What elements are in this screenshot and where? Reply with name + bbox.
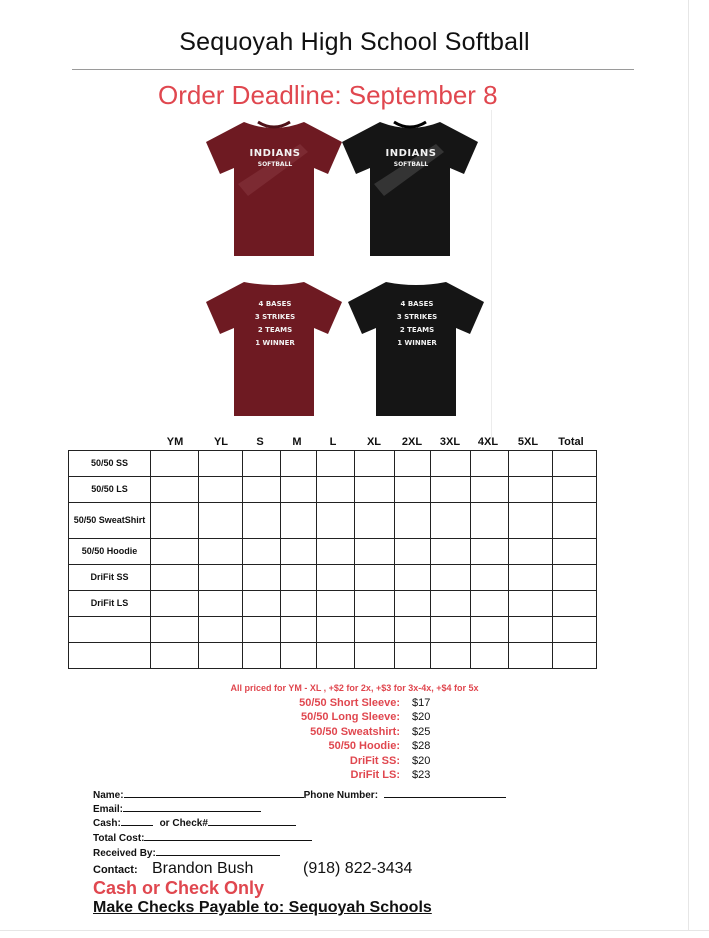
quantity-cell[interactable]	[199, 503, 243, 539]
page-edge-line	[688, 0, 689, 930]
price-label: DriFit LS:	[350, 768, 400, 781]
price-value: $23	[412, 768, 431, 781]
quantity-cell[interactable]	[355, 617, 395, 643]
price-value: $20	[412, 754, 431, 767]
name-field[interactable]	[124, 788, 304, 798]
quantity-cell[interactable]	[199, 643, 243, 669]
back-line: 3 STRIKES	[254, 313, 296, 321]
black-shirt-back	[342, 276, 490, 422]
front-logo-text: INDIANS	[249, 148, 301, 159]
quantity-cell[interactable]	[151, 451, 199, 477]
quantity-cell[interactable]	[355, 503, 395, 539]
title-divider	[72, 69, 634, 70]
quantity-cell[interactable]	[431, 503, 471, 539]
quantity-cell[interactable]	[317, 503, 355, 539]
quantity-cell[interactable]	[281, 643, 317, 669]
size-header: YL	[213, 436, 229, 448]
front-logo-subtext: SOFTBALL	[393, 161, 429, 168]
quantity-cell[interactable]	[199, 565, 243, 591]
quantity-cell[interactable]	[395, 643, 431, 669]
order-row	[69, 643, 597, 669]
quantity-cell[interactable]	[509, 565, 553, 591]
back-line: 4 BASES	[258, 300, 292, 308]
price-value: $17	[412, 697, 431, 709]
maroon-shirt-back	[200, 276, 348, 422]
total-cost-field[interactable]	[144, 831, 312, 841]
price-list	[270, 697, 470, 783]
quantity-cell[interactable]	[243, 477, 281, 503]
quantity-cell[interactable]	[199, 591, 243, 617]
quantity-cell[interactable]	[355, 643, 395, 669]
quantity-cell[interactable]	[471, 451, 509, 477]
size-header: M	[292, 436, 302, 448]
size-header: YM	[166, 436, 184, 448]
quantity-cell[interactable]	[509, 539, 553, 565]
order-row	[69, 477, 597, 503]
row-label	[69, 643, 151, 669]
order-row	[69, 451, 597, 477]
total-cell[interactable]	[553, 643, 597, 669]
phone-field[interactable]	[384, 788, 506, 798]
quantity-cell[interactable]	[471, 565, 509, 591]
row-label	[69, 617, 151, 643]
price-label: DriFit SS:	[349, 754, 400, 767]
checks-payable-note: Make Checks Payable to: Sequoyah Schools	[93, 899, 432, 916]
total-line	[93, 831, 312, 844]
received-line	[93, 846, 280, 859]
quantity-cell[interactable]	[243, 503, 281, 539]
quantity-cell[interactable]	[355, 591, 395, 617]
back-line: 4 BASES	[400, 300, 434, 308]
quantity-cell[interactable]	[395, 591, 431, 617]
contact-phone: (918) 822-3434	[303, 860, 413, 877]
quantity-cell[interactable]	[199, 477, 243, 503]
quantity-cell[interactable]	[243, 591, 281, 617]
cash-label: Cash:	[93, 818, 121, 829]
quantity-cell[interactable]	[317, 477, 355, 503]
quantity-cell[interactable]	[281, 477, 317, 503]
back-line: 2 TEAMS	[257, 326, 293, 334]
quantity-cell[interactable]	[281, 539, 317, 565]
order-row	[69, 565, 597, 591]
quantity-cell[interactable]	[395, 539, 431, 565]
quantity-cell[interactable]	[151, 477, 199, 503]
price-row	[270, 697, 470, 711]
quantity-cell[interactable]	[281, 451, 317, 477]
size-header: 4XL	[477, 436, 499, 448]
row-label: 50/50 SS	[69, 451, 151, 477]
size-header: L	[329, 436, 337, 448]
total-cell[interactable]	[553, 591, 597, 617]
contact-name: Brandon Bush	[152, 860, 254, 877]
order-row	[69, 591, 597, 617]
quantity-cell[interactable]	[355, 477, 395, 503]
order-row	[69, 617, 597, 643]
quantity-cell[interactable]	[281, 503, 317, 539]
quantity-cell[interactable]	[509, 617, 553, 643]
page-bottom-line	[0, 930, 709, 931]
page-title: Sequoyah High School Softball	[179, 28, 530, 56]
quantity-cell[interactable]	[355, 539, 395, 565]
email-label: Email:	[93, 804, 124, 815]
payment-line	[93, 816, 296, 829]
quantity-cell[interactable]	[431, 565, 471, 591]
quantity-cell[interactable]	[509, 477, 553, 503]
back-print-text	[386, 298, 448, 350]
quantity-cell[interactable]	[151, 539, 199, 565]
quantity-cell[interactable]	[243, 617, 281, 643]
order-grid	[68, 450, 597, 669]
price-row	[270, 726, 470, 740]
order-deadline: Order Deadline: September 8	[158, 80, 498, 110]
quantity-cell[interactable]	[431, 539, 471, 565]
order-row	[69, 539, 597, 565]
maroon-shirt-front-shape	[200, 116, 348, 262]
size-header: XL	[366, 436, 382, 448]
quantity-cell[interactable]	[199, 539, 243, 565]
quantity-cell[interactable]	[395, 477, 431, 503]
faint-divider	[491, 110, 492, 440]
size-header: Total	[558, 436, 584, 448]
price-row	[270, 755, 470, 769]
quantity-cell[interactable]	[151, 617, 199, 643]
pricing-note: All priced for YM - XL , +$2 for 2x, +$3 for 3x-4x, +$4 for 5x	[230, 683, 479, 693]
quantity-cell[interactable]	[431, 451, 471, 477]
quantity-cell[interactable]	[317, 617, 355, 643]
quantity-cell[interactable]	[471, 617, 509, 643]
phone-label: Phone Number:	[303, 790, 379, 801]
row-label: DriFit LS	[69, 591, 151, 617]
total-cell[interactable]	[553, 451, 597, 477]
back-line: 1 WINNER	[397, 339, 437, 347]
price-row	[270, 740, 470, 754]
quantity-cell[interactable]	[243, 539, 281, 565]
total-cost-label: Total Cost:	[93, 833, 145, 844]
email-line	[93, 802, 261, 815]
quantity-cell[interactable]	[395, 451, 431, 477]
price-value: $28	[412, 740, 431, 753]
quantity-cell[interactable]	[431, 477, 471, 503]
received-by-field[interactable]	[156, 846, 280, 856]
received-by-label: Received By:	[93, 848, 156, 859]
total-cell[interactable]	[553, 477, 597, 503]
row-label: 50/50 LS	[69, 477, 151, 503]
contact-label: Contact:	[93, 864, 138, 876]
payment-method-note: Cash or Check Only	[93, 878, 265, 898]
check-label: or Check#	[159, 818, 208, 829]
quantity-cell[interactable]	[151, 643, 199, 669]
name-label: Name:	[93, 790, 124, 801]
quantity-cell[interactable]	[317, 643, 355, 669]
black-shirt-front-shape	[336, 116, 484, 262]
row-label: 50/50 Hoodie	[69, 539, 151, 565]
back-line: 1 WINNER	[255, 339, 295, 347]
price-label: 50/50 Short Sleeve:	[299, 697, 400, 709]
quantity-cell[interactable]	[471, 643, 509, 669]
check-number-field[interactable]	[208, 816, 296, 826]
size-header: 3XL	[439, 436, 461, 448]
quantity-cell[interactable]	[281, 591, 317, 617]
price-value: $20	[412, 711, 431, 724]
maroon-shirt-front	[200, 116, 348, 262]
quantity-cell[interactable]	[395, 617, 431, 643]
quantity-cell[interactable]	[509, 503, 553, 539]
total-cell[interactable]	[553, 617, 597, 643]
quantity-cell[interactable]	[281, 617, 317, 643]
quantity-cell[interactable]	[509, 451, 553, 477]
total-cell[interactable]	[553, 539, 597, 565]
quantity-cell[interactable]	[395, 565, 431, 591]
quantity-cell[interactable]	[471, 591, 509, 617]
size-header: 5XL	[517, 436, 539, 448]
quantity-cell[interactable]	[355, 451, 395, 477]
size-header-row	[150, 436, 596, 450]
quantity-cell[interactable]	[151, 591, 199, 617]
quantity-cell[interactable]	[471, 503, 509, 539]
total-cell[interactable]	[553, 503, 597, 539]
email-field[interactable]	[123, 802, 261, 812]
quantity-cell[interactable]	[243, 643, 281, 669]
price-row	[270, 711, 470, 725]
quantity-cell[interactable]	[199, 617, 243, 643]
quantity-cell[interactable]	[317, 591, 355, 617]
front-logo-text: INDIANS	[385, 148, 437, 159]
back-print-text	[244, 298, 306, 350]
size-header: S	[256, 436, 264, 448]
back-line: 2 TEAMS	[399, 326, 435, 334]
quantity-cell[interactable]	[509, 591, 553, 617]
price-label: 50/50 Long Sleeve:	[300, 711, 400, 724]
quantity-cell[interactable]	[151, 565, 199, 591]
price-label: 50/50 Sweatshirt:	[310, 725, 400, 738]
size-header: 2XL	[401, 436, 423, 448]
price-row	[270, 769, 470, 783]
quantity-cell[interactable]	[471, 539, 509, 565]
quantity-cell[interactable]	[243, 565, 281, 591]
order-row	[69, 503, 597, 539]
price-value: $25	[412, 725, 431, 738]
front-logo-subtext: SOFTBALL	[257, 161, 293, 168]
quantity-cell[interactable]	[317, 539, 355, 565]
back-line: 3 STRIKES	[396, 313, 438, 321]
quantity-cell[interactable]	[509, 643, 553, 669]
black-shirt-front	[336, 116, 484, 262]
quantity-cell[interactable]	[281, 565, 317, 591]
quantity-cell[interactable]	[151, 503, 199, 539]
name-line	[93, 788, 506, 801]
quantity-cell[interactable]	[431, 643, 471, 669]
quantity-cell[interactable]	[431, 617, 471, 643]
quantity-cell[interactable]	[471, 477, 509, 503]
quantity-cell[interactable]	[317, 565, 355, 591]
total-cell[interactable]	[553, 565, 597, 591]
quantity-cell[interactable]	[355, 565, 395, 591]
row-label: 50/50 SweatShirt	[69, 503, 151, 539]
quantity-cell[interactable]	[317, 451, 355, 477]
quantity-cell[interactable]	[395, 503, 431, 539]
quantity-cell[interactable]	[431, 591, 471, 617]
quantity-cell[interactable]	[199, 451, 243, 477]
cash-field[interactable]	[121, 816, 153, 826]
price-label: 50/50 Hoodie:	[328, 740, 400, 753]
row-label: DriFit SS	[69, 565, 151, 591]
quantity-cell[interactable]	[243, 451, 281, 477]
